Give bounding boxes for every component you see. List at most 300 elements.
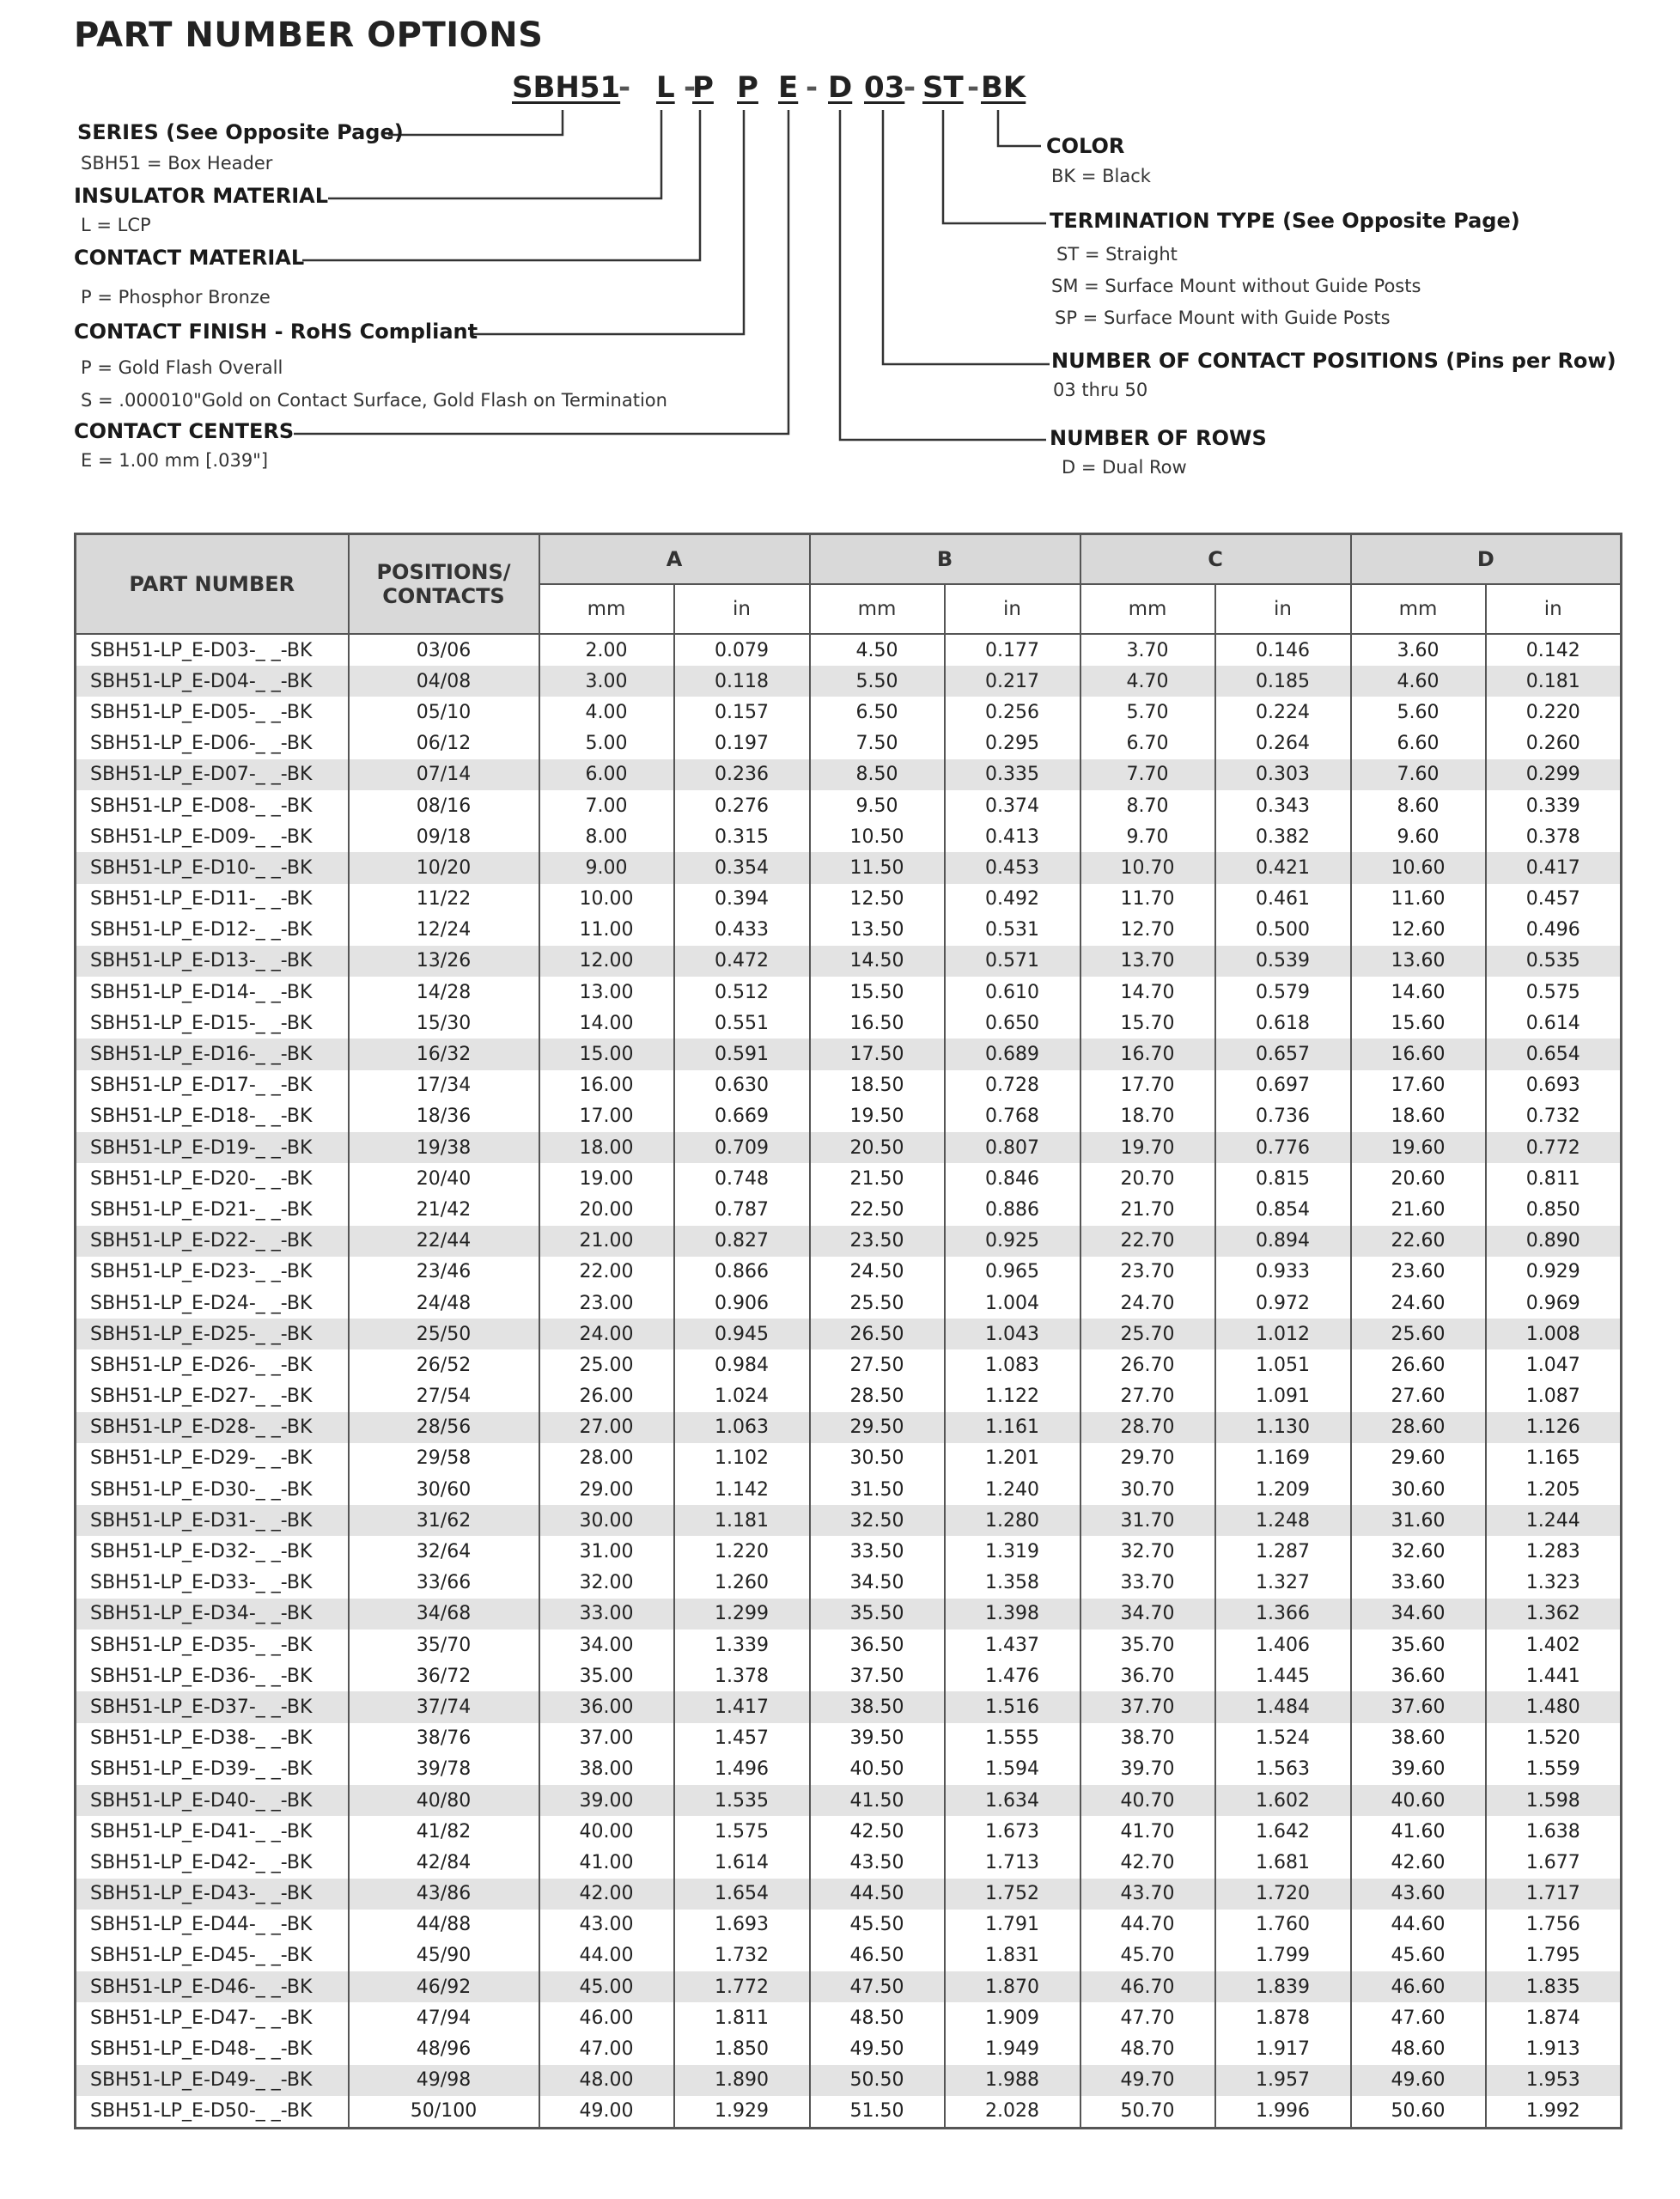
a-in-cell: 1.575 (674, 1816, 810, 1847)
page-title: PART NUMBER OPTIONS (74, 15, 544, 55)
b-mm-cell: 49.50 (810, 2033, 945, 2064)
table-row (76, 1599, 1622, 1629)
d-in-cell: 0.417 (1486, 852, 1622, 883)
d-in-cell: 1.047 (1486, 1349, 1622, 1380)
table-row (76, 852, 1622, 883)
c-in-cell: 1.602 (1215, 1785, 1351, 1816)
c-mm-cell: 49.70 (1080, 2065, 1215, 2096)
a-mm-cell: 13.00 (539, 977, 674, 1008)
a-in-cell: 0.236 (674, 759, 810, 790)
b-in-cell: 0.650 (945, 1008, 1080, 1039)
table-row (76, 1008, 1622, 1039)
positions-cell: 41/82 (349, 1816, 539, 1847)
code-dash: - (618, 70, 631, 105)
contact-material-heading: CONTACT MATERIAL (74, 246, 305, 270)
c-mm-cell: 22.70 (1080, 1226, 1215, 1257)
positions-cell: 32/64 (349, 1536, 539, 1567)
c-in-cell: 1.878 (1215, 2002, 1351, 2033)
b-in-cell: 0.531 (945, 915, 1080, 946)
d-in-cell: 1.913 (1486, 2033, 1622, 2064)
table-row (76, 666, 1622, 697)
table-row (76, 634, 1622, 666)
d-mm-cell: 34.60 (1351, 1599, 1486, 1629)
table-row (76, 1163, 1622, 1194)
b-mm-cell: 25.50 (810, 1288, 945, 1319)
header-group-d: D (1351, 534, 1622, 585)
dimensions-table (74, 533, 1622, 2129)
c-in-cell: 0.303 (1215, 759, 1351, 790)
part-number-cell: SBH51-LP_E-D12-_ _-BK (76, 915, 349, 946)
d-mm-cell: 29.60 (1351, 1443, 1486, 1474)
c-mm-cell: 11.70 (1080, 884, 1215, 915)
a-mm-cell: 27.00 (539, 1412, 674, 1443)
b-mm-cell: 10.50 (810, 821, 945, 852)
c-mm-cell: 23.70 (1080, 1257, 1215, 1288)
b-mm-cell: 4.50 (810, 634, 945, 666)
part-number-cell: SBH51-LP_E-D25-_ _-BK (76, 1319, 349, 1349)
d-mm-cell: 31.60 (1351, 1505, 1486, 1536)
table-row (76, 728, 1622, 759)
contact-material-option: P = Phosphor Bronze (81, 287, 271, 308)
positions-cell: 44/88 (349, 1910, 539, 1940)
d-mm-cell: 44.60 (1351, 1910, 1486, 1940)
header-group-b: B (810, 534, 1080, 585)
d-in-cell: 0.614 (1486, 1008, 1622, 1039)
part-number-cell: SBH51-LP_E-D10-_ _-BK (76, 852, 349, 883)
a-mm-cell: 40.00 (539, 1816, 674, 1847)
table-body (76, 634, 1622, 2129)
d-in-cell: 0.969 (1486, 1288, 1622, 1319)
code-series: SBH51 (512, 70, 621, 105)
d-in-cell: 0.457 (1486, 884, 1622, 915)
b-in-cell: 1.201 (945, 1443, 1080, 1474)
c-mm-cell: 28.70 (1080, 1412, 1215, 1443)
a-in-cell: 0.433 (674, 915, 810, 946)
d-in-cell: 1.638 (1486, 1816, 1622, 1847)
contact-finish-option-p: P = Gold Flash Overall (81, 357, 283, 378)
c-mm-cell: 50.70 (1080, 2096, 1215, 2129)
b-in-cell: 0.886 (945, 1194, 1080, 1225)
b-in-cell: 1.988 (945, 2065, 1080, 2096)
a-in-cell: 0.945 (674, 1319, 810, 1349)
part-number-cell: SBH51-LP_E-D09-_ _-BK (76, 821, 349, 852)
c-in-cell: 1.957 (1215, 2065, 1351, 2096)
a-mm-cell: 10.00 (539, 884, 674, 915)
code-dash: - (967, 70, 980, 105)
c-mm-cell: 19.70 (1080, 1132, 1215, 1163)
table-row (76, 884, 1622, 915)
a-in-cell: 1.654 (674, 1879, 810, 1910)
a-in-cell: 1.102 (674, 1443, 810, 1474)
d-mm-cell: 41.60 (1351, 1816, 1486, 1847)
b-in-cell: 0.453 (945, 852, 1080, 883)
d-in-cell: 1.953 (1486, 2065, 1622, 2096)
d-mm-cell: 21.60 (1351, 1194, 1486, 1225)
positions-cell: 29/58 (349, 1443, 539, 1474)
b-mm-cell: 29.50 (810, 1412, 945, 1443)
c-in-cell: 1.248 (1215, 1505, 1351, 1536)
c-mm-cell: 43.70 (1080, 1879, 1215, 1910)
rows-heading: NUMBER OF ROWS (1050, 426, 1267, 450)
code-rows: D (828, 70, 853, 105)
a-mm-cell: 12.00 (539, 946, 674, 977)
table-row (76, 1288, 1622, 1319)
table-row (76, 1879, 1622, 1910)
c-in-cell: 0.657 (1215, 1039, 1351, 1069)
positions-cell: 50/100 (349, 2096, 539, 2129)
part-number-cell: SBH51-LP_E-D17-_ _-BK (76, 1070, 349, 1101)
c-mm-cell: 7.70 (1080, 759, 1215, 790)
positions-cell: 36/72 (349, 1660, 539, 1691)
d-mm-cell: 30.60 (1351, 1474, 1486, 1505)
positions-cell: 15/30 (349, 1008, 539, 1039)
table-row (76, 697, 1622, 728)
table-row (76, 1319, 1622, 1349)
c-mm-cell: 47.70 (1080, 2002, 1215, 2033)
a-in-cell: 1.063 (674, 1412, 810, 1443)
b-in-cell: 0.413 (945, 821, 1080, 852)
d-mm-cell: 17.60 (1351, 1070, 1486, 1101)
c-in-cell: 1.799 (1215, 1940, 1351, 1971)
part-number-cell: SBH51-LP_E-D14-_ _-BK (76, 977, 349, 1008)
b-in-cell: 1.398 (945, 1599, 1080, 1629)
b-mm-cell: 44.50 (810, 1879, 945, 1910)
b-mm-cell: 22.50 (810, 1194, 945, 1225)
c-in-cell: 0.185 (1215, 666, 1351, 697)
positions-cell: 35/70 (349, 1629, 539, 1660)
positions-cell: 19/38 (349, 1132, 539, 1163)
b-in-cell: 1.516 (945, 1691, 1080, 1722)
positions-cell: 33/66 (349, 1568, 539, 1599)
d-in-cell: 1.835 (1486, 1971, 1622, 2002)
part-number-cell: SBH51-LP_E-D13-_ _-BK (76, 946, 349, 977)
c-mm-cell: 14.70 (1080, 977, 1215, 1008)
b-mm-cell: 38.50 (810, 1691, 945, 1722)
a-in-cell: 0.197 (674, 728, 810, 759)
positions-cell: 45/90 (349, 1940, 539, 1971)
b-mm-cell: 39.50 (810, 1723, 945, 1754)
d-mm-cell: 22.60 (1351, 1226, 1486, 1257)
a-mm-cell: 18.00 (539, 1132, 674, 1163)
header-unit-in: in (1215, 584, 1351, 634)
part-number-cell: SBH51-LP_E-D19-_ _-BK (76, 1132, 349, 1163)
a-in-cell: 1.850 (674, 2033, 810, 2064)
positions-cell: 21/42 (349, 1194, 539, 1225)
positions-cell: 43/86 (349, 1879, 539, 1910)
positions-option: 03 thru 50 (1053, 380, 1148, 400)
a-in-cell: 0.748 (674, 1163, 810, 1194)
d-mm-cell: 9.60 (1351, 821, 1486, 852)
positions-cell: 22/44 (349, 1226, 539, 1257)
code-insulator: L (656, 70, 675, 105)
positions-cell: 16/32 (349, 1039, 539, 1069)
b-mm-cell: 33.50 (810, 1536, 945, 1567)
c-in-cell: 0.264 (1215, 728, 1351, 759)
table-row (76, 1474, 1622, 1505)
b-mm-cell: 40.50 (810, 1754, 945, 1785)
c-in-cell: 0.815 (1215, 1163, 1351, 1194)
d-mm-cell: 49.60 (1351, 2065, 1486, 2096)
part-number-cell: SBH51-LP_E-D35-_ _-BK (76, 1629, 349, 1660)
c-in-cell: 0.343 (1215, 790, 1351, 821)
termination-heading: TERMINATION TYPE (See Opposite Page) (1050, 209, 1520, 233)
table-row (76, 1568, 1622, 1599)
table-row (76, 1101, 1622, 1132)
c-mm-cell: 6.70 (1080, 728, 1215, 759)
header-group-c: C (1080, 534, 1351, 585)
b-in-cell: 1.831 (945, 1940, 1080, 1971)
positions-cell: 39/78 (349, 1754, 539, 1785)
d-mm-cell: 39.60 (1351, 1754, 1486, 1785)
positions-cell: 14/28 (349, 977, 539, 1008)
positions-cell: 13/26 (349, 946, 539, 977)
part-number-cell: SBH51-LP_E-D47-_ _-BK (76, 2002, 349, 2033)
c-in-cell: 0.579 (1215, 977, 1351, 1008)
termination-option-sp: SP = Surface Mount with Guide Posts (1055, 308, 1391, 328)
table-row (76, 1132, 1622, 1163)
c-mm-cell: 34.70 (1080, 1599, 1215, 1629)
a-in-cell: 0.354 (674, 852, 810, 883)
a-in-cell: 0.551 (674, 1008, 810, 1039)
b-mm-cell: 9.50 (810, 790, 945, 821)
contact-centers-heading: CONTACT CENTERS (74, 419, 295, 443)
d-in-cell: 0.299 (1486, 759, 1622, 790)
a-in-cell: 0.984 (674, 1349, 810, 1380)
d-mm-cell: 14.60 (1351, 977, 1486, 1008)
d-mm-cell: 36.60 (1351, 1660, 1486, 1691)
a-mm-cell: 46.00 (539, 2002, 674, 2033)
c-in-cell: 1.524 (1215, 1723, 1351, 1754)
b-mm-cell: 15.50 (810, 977, 945, 1008)
d-in-cell: 0.811 (1486, 1163, 1622, 1194)
c-in-cell: 1.681 (1215, 1847, 1351, 1878)
b-in-cell: 0.846 (945, 1163, 1080, 1194)
d-mm-cell: 46.60 (1351, 1971, 1486, 2002)
d-in-cell: 1.205 (1486, 1474, 1622, 1505)
a-mm-cell: 32.00 (539, 1568, 674, 1599)
table-row (76, 1785, 1622, 1816)
d-mm-cell: 27.60 (1351, 1381, 1486, 1412)
d-mm-cell: 15.60 (1351, 1008, 1486, 1039)
positions-cell: 11/22 (349, 884, 539, 915)
b-in-cell: 0.335 (945, 759, 1080, 790)
c-in-cell: 0.933 (1215, 1257, 1351, 1288)
header-unit-in: in (1486, 584, 1622, 634)
part-number-cell: SBH51-LP_E-D08-_ _-BK (76, 790, 349, 821)
part-number-cell: SBH51-LP_E-D23-_ _-BK (76, 1257, 349, 1288)
color-heading: COLOR (1046, 134, 1125, 158)
positions-cell: 12/24 (349, 915, 539, 946)
c-in-cell: 0.618 (1215, 1008, 1351, 1039)
a-mm-cell: 23.00 (539, 1288, 674, 1319)
a-in-cell: 0.709 (674, 1132, 810, 1163)
c-mm-cell: 39.70 (1080, 1754, 1215, 1785)
b-mm-cell: 13.50 (810, 915, 945, 946)
c-mm-cell: 44.70 (1080, 1910, 1215, 1940)
d-in-cell: 0.181 (1486, 666, 1622, 697)
c-in-cell: 0.972 (1215, 1288, 1351, 1319)
positions-cell: 34/68 (349, 1599, 539, 1629)
b-mm-cell: 17.50 (810, 1039, 945, 1069)
table-row (76, 1660, 1622, 1691)
d-in-cell: 0.929 (1486, 1257, 1622, 1288)
code-positions: 03 (864, 70, 905, 105)
d-mm-cell: 20.60 (1351, 1163, 1486, 1194)
part-number-cell: SBH51-LP_E-D37-_ _-BK (76, 1691, 349, 1722)
c-in-cell: 0.421 (1215, 852, 1351, 883)
contact-finish-option-s: S = .000010"Gold on Contact Surface, Gold Flash on Termination (81, 390, 667, 411)
d-mm-cell: 35.60 (1351, 1629, 1486, 1660)
a-mm-cell: 37.00 (539, 1723, 674, 1754)
positions-cell: 24/48 (349, 1288, 539, 1319)
table-row (76, 2096, 1622, 2129)
part-number-cell: SBH51-LP_E-D49-_ _-BK (76, 2065, 349, 2096)
c-mm-cell: 25.70 (1080, 1319, 1215, 1349)
d-mm-cell: 11.60 (1351, 884, 1486, 915)
table-row (76, 1940, 1622, 1971)
d-in-cell: 0.732 (1486, 1101, 1622, 1132)
d-mm-cell: 26.60 (1351, 1349, 1486, 1380)
table-row (76, 1070, 1622, 1101)
a-in-cell: 1.339 (674, 1629, 810, 1660)
d-mm-cell: 10.60 (1351, 852, 1486, 883)
b-mm-cell: 27.50 (810, 1349, 945, 1380)
table-row (76, 977, 1622, 1008)
b-mm-cell: 5.50 (810, 666, 945, 697)
c-in-cell: 1.917 (1215, 2033, 1351, 2064)
table-row (76, 946, 1622, 977)
d-mm-cell: 48.60 (1351, 2033, 1486, 2064)
b-in-cell: 1.673 (945, 1816, 1080, 1847)
d-in-cell: 0.890 (1486, 1226, 1622, 1257)
table-row (76, 1194, 1622, 1225)
d-mm-cell: 4.60 (1351, 666, 1486, 697)
b-mm-cell: 46.50 (810, 1940, 945, 1971)
b-mm-cell: 35.50 (810, 1599, 945, 1629)
b-in-cell: 1.791 (945, 1910, 1080, 1940)
positions-cell: 40/80 (349, 1785, 539, 1816)
positions-cell: 30/60 (349, 1474, 539, 1505)
b-mm-cell: 11.50 (810, 852, 945, 883)
positions-cell: 48/96 (349, 2033, 539, 2064)
d-in-cell: 0.496 (1486, 915, 1622, 946)
a-mm-cell: 26.00 (539, 1381, 674, 1412)
c-in-cell: 1.642 (1215, 1816, 1351, 1847)
termination-option-sm: SM = Surface Mount without Guide Posts (1051, 276, 1421, 296)
positions-heading: NUMBER OF CONTACT POSITIONS (Pins per Row) (1051, 349, 1616, 373)
b-in-cell: 0.689 (945, 1039, 1080, 1069)
b-in-cell: 1.319 (945, 1536, 1080, 1567)
part-number-cell: SBH51-LP_E-D07-_ _-BK (76, 759, 349, 790)
c-mm-cell: 21.70 (1080, 1194, 1215, 1225)
positions-cell: 27/54 (349, 1381, 539, 1412)
c-mm-cell: 37.70 (1080, 1691, 1215, 1722)
table-row (76, 790, 1622, 821)
c-in-cell: 0.146 (1215, 634, 1351, 666)
c-in-cell: 1.366 (1215, 1599, 1351, 1629)
b-mm-cell: 51.50 (810, 2096, 945, 2129)
d-mm-cell: 8.60 (1351, 790, 1486, 821)
part-number-cell: SBH51-LP_E-D31-_ _-BK (76, 1505, 349, 1536)
positions-cell: 06/12 (349, 728, 539, 759)
part-number-cell: SBH51-LP_E-D24-_ _-BK (76, 1288, 349, 1319)
part-number-cell: SBH51-LP_E-D20-_ _-BK (76, 1163, 349, 1194)
a-mm-cell: 5.00 (539, 728, 674, 759)
a-mm-cell: 36.00 (539, 1691, 674, 1722)
a-mm-cell: 2.00 (539, 634, 674, 666)
a-mm-cell: 49.00 (539, 2096, 674, 2129)
b-mm-cell: 19.50 (810, 1101, 945, 1132)
b-in-cell: 1.555 (945, 1723, 1080, 1754)
c-in-cell: 1.287 (1215, 1536, 1351, 1567)
d-in-cell: 0.575 (1486, 977, 1622, 1008)
part-number-cell: SBH51-LP_E-D21-_ _-BK (76, 1194, 349, 1225)
c-in-cell: 0.539 (1215, 946, 1351, 977)
a-mm-cell: 15.00 (539, 1039, 674, 1069)
b-in-cell: 1.909 (945, 2002, 1080, 2033)
a-mm-cell: 30.00 (539, 1505, 674, 1536)
a-mm-cell: 31.00 (539, 1536, 674, 1567)
a-mm-cell: 4.00 (539, 697, 674, 728)
table-row (76, 915, 1622, 946)
b-in-cell: 1.240 (945, 1474, 1080, 1505)
a-in-cell: 0.866 (674, 1257, 810, 1288)
a-in-cell: 1.142 (674, 1474, 810, 1505)
code-termination: ST (922, 70, 964, 105)
d-mm-cell: 13.60 (1351, 946, 1486, 977)
part-number-cell: SBH51-LP_E-D48-_ _-BK (76, 2033, 349, 2064)
a-in-cell: 0.079 (674, 634, 810, 666)
table-row (76, 1847, 1622, 1878)
c-in-cell: 1.091 (1215, 1381, 1351, 1412)
d-in-cell: 1.087 (1486, 1381, 1622, 1412)
table-row (76, 1754, 1622, 1785)
a-mm-cell: 35.00 (539, 1660, 674, 1691)
d-in-cell: 1.874 (1486, 2002, 1622, 2033)
table-row (76, 1971, 1622, 2002)
c-in-cell: 0.776 (1215, 1132, 1351, 1163)
part-number-cell: SBH51-LP_E-D05-_ _-BK (76, 697, 349, 728)
b-in-cell: 1.043 (945, 1319, 1080, 1349)
a-mm-cell: 8.00 (539, 821, 674, 852)
a-in-cell: 0.315 (674, 821, 810, 852)
b-mm-cell: 31.50 (810, 1474, 945, 1505)
part-number-cell: SBH51-LP_E-D18-_ _-BK (76, 1101, 349, 1132)
part-number-cell: SBH51-LP_E-D42-_ _-BK (76, 1847, 349, 1878)
c-mm-cell: 15.70 (1080, 1008, 1215, 1039)
a-in-cell: 1.732 (674, 1940, 810, 1971)
a-mm-cell: 24.00 (539, 1319, 674, 1349)
positions-cell: 18/36 (349, 1101, 539, 1132)
d-in-cell: 1.598 (1486, 1785, 1622, 1816)
color-option: BK = Black (1051, 166, 1151, 186)
c-in-cell: 1.996 (1215, 2096, 1351, 2129)
header-unit-in: in (674, 584, 810, 634)
b-mm-cell: 26.50 (810, 1319, 945, 1349)
table-row (76, 1226, 1622, 1257)
d-mm-cell: 19.60 (1351, 1132, 1486, 1163)
part-number-cell: SBH51-LP_E-D39-_ _-BK (76, 1754, 349, 1785)
d-in-cell: 0.220 (1486, 697, 1622, 728)
a-in-cell: 1.535 (674, 1785, 810, 1816)
b-in-cell: 0.807 (945, 1132, 1080, 1163)
code-dash: - (806, 70, 819, 105)
c-mm-cell: 31.70 (1080, 1505, 1215, 1536)
a-in-cell: 1.890 (674, 2065, 810, 2096)
d-in-cell: 1.402 (1486, 1629, 1622, 1660)
a-in-cell: 1.260 (674, 1568, 810, 1599)
b-mm-cell: 32.50 (810, 1505, 945, 1536)
